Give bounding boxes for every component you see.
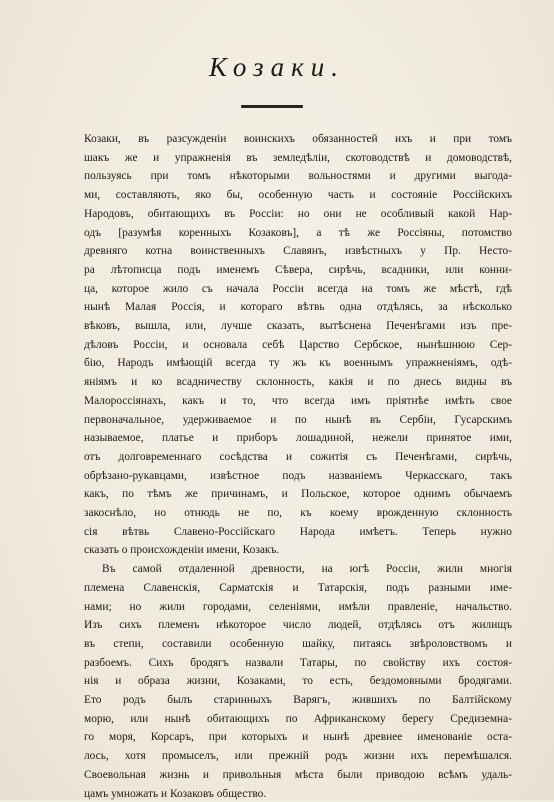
text-line: дѣловъ Россіи, и основала себѣ Царство Сербское, нынѣшнюю Сер-: [84, 338, 512, 351]
text-line: одъ [разумѣя коренныхъ Козаковъ], а тѣ же Россіяны, потомство: [84, 226, 512, 239]
text-line: Малороссіянахъ, какъ и то, что всегда имъ пріятнѣе имѣть свое: [84, 394, 512, 407]
text-line: сказать о происхожденіи имени, Козакъ.: [84, 544, 280, 557]
text-line: ми, составляють, яко бы, особенную часть и состояніе Россійскихъ: [84, 189, 512, 202]
text-line: лось, хотя промыселъ, или прежній родъ жизни ихъ перемѣшался.: [84, 750, 512, 763]
text-line: закоснѣло, но отнюдь не по, къ коему врожденную склонность: [84, 507, 512, 519]
text-line: Народовъ, обитающихъ въ Россіи: но они не особливый какой Нар-: [84, 207, 512, 220]
text-line: нынѣ Малая Россія, и котораго вѣтвь одна отдѣлясь, за нѣсколько: [84, 301, 512, 314]
text-line: морю, или нынѣ обитающихъ по Африканскому берегу Средиземна-: [84, 712, 512, 725]
text-line: Ето родъ былъ старинныхъ Варягъ, жившихъ по Балтійскому: [84, 694, 512, 706]
text-line: цамъ умножать и Козаковъ общество.: [84, 787, 267, 800]
text-line: го моря, Корсаръ, при которыхъ и нынѣ древнее именованіе оста-: [84, 731, 512, 744]
text-line: разбоемъ. Сихъ бродягъ назвали Татары, по свойству ихъ состоя-: [84, 656, 512, 669]
text-line: Козаки, въ разсужденіи воинскихъ обязанностей ихъ и при томъ: [84, 133, 512, 145]
text-line: какъ, по тѣмъ же причинамъ, и Польское, которое однимъ обычаемъ: [84, 488, 512, 501]
text-line: называемое, платье и приборъ лошадиной, нежели принятое ими,: [84, 432, 512, 445]
text-line: шакъ же и упражненія въ земледѣліи, скотоводствѣ и домоводствѣ,: [84, 151, 512, 164]
text-line: въ степи, составили особенную шайку, питаясь звѣроловствомъ и: [84, 637, 512, 650]
text-line: нія и образа жизни, Козаками, то есть, бездомовными бродягами.: [84, 675, 512, 688]
text-line: отъ долговременнаго сосѣдства и сожитія съ Печенѣгами, сирѣчь,: [84, 450, 512, 463]
text-line: Изъ сихъ племенъ нѣкоторое число людей, отдѣлясь отъ жилищъ: [84, 619, 512, 632]
text-line: пользуясь при томъ нѣкоторыми вольностями и другими выгода-: [84, 170, 512, 183]
text-line: нами; но жили городами, селеніями, имѣли правленіе, начальство.: [84, 600, 512, 613]
text-line: бію, Народъ имѣющій всегда ту жъ къ военнымъ упражненіямъ, одѣ-: [84, 357, 512, 370]
text-line: яніямъ и ко всадничеству склонность, какія и по днесь видны въ: [84, 376, 512, 389]
text-line: ра лѣтописца подъ именемъ Сѣвера, сирѣчь, всадники, или конни-: [84, 263, 512, 276]
text-line: Своевольная жизнь и привольныя мѣста были приводою всѣмъ удаль-: [84, 768, 512, 781]
text-line: первоначальное, удерживаемое и по нынѣ въ Сербіи, Гусарскимъ: [84, 413, 512, 426]
text-line: племена Славенскія, Сарматскія и Татарскія, подъ разными име-: [84, 581, 512, 594]
text-line: обрѣзано-рукавцами, извѣстное подъ названіемъ Черкасскаго, такъ: [84, 469, 512, 482]
text-line: вѣковъ, вышла, или, лучше сказать, вытѣснена Печенѣгами изъ пре-: [84, 320, 512, 332]
page-title: Козаки.: [209, 52, 345, 82]
text-line: сія вѣтвь Славено-Россійскаго Народа имѣетъ. Теперь нужно: [84, 525, 512, 538]
text-line: древняго котна воинственныхъ Славянъ, извѣстныхъ у Пр. Несто-: [84, 245, 512, 258]
text-line: Въ самой отдаленной древности, на югѣ Россіи, жили многія: [102, 563, 512, 576]
text-line: ца, которое жило съ начала Россіи всегда на томъ же мѣстѣ, гдѣ: [84, 282, 512, 295]
